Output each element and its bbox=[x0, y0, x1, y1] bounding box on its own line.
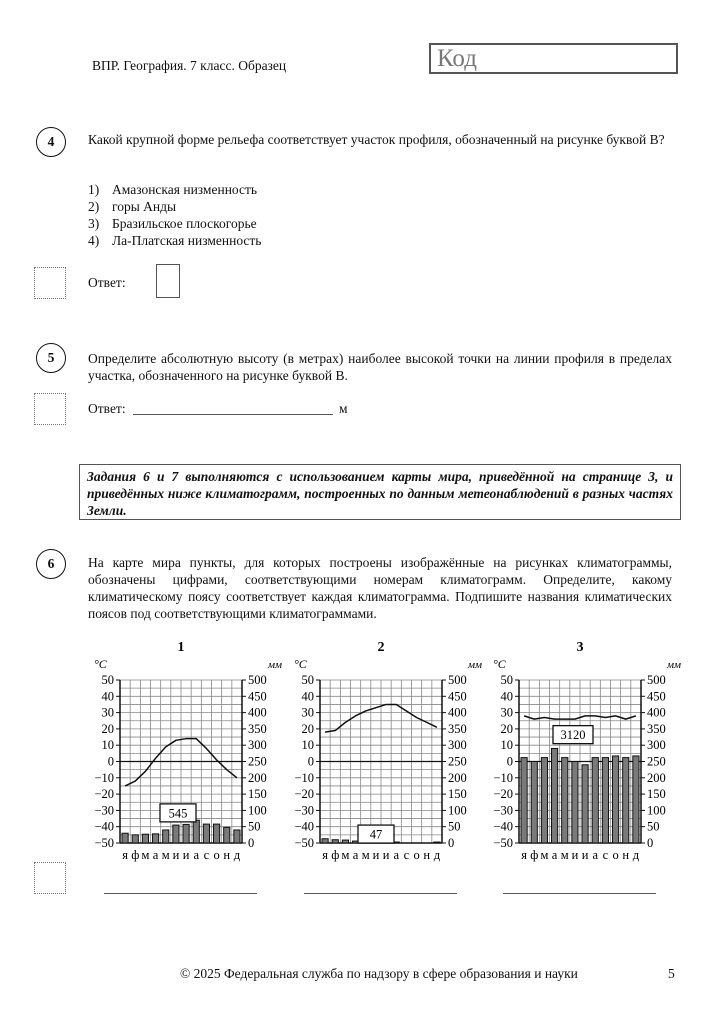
left-tick-label: −20 bbox=[493, 787, 513, 802]
left-axis-unit: °C bbox=[294, 657, 307, 671]
month-label: н bbox=[622, 848, 630, 862]
month-label: м bbox=[341, 848, 350, 862]
left-tick-label: 30 bbox=[101, 705, 114, 720]
right-tick-label: 150 bbox=[448, 787, 467, 802]
annual-precipitation-value: 545 bbox=[168, 806, 188, 821]
answer-line-q5[interactable] bbox=[133, 398, 333, 415]
right-tick-label: 100 bbox=[448, 803, 467, 818]
left-tick-label: −50 bbox=[493, 836, 513, 850]
month-label: ф bbox=[331, 848, 340, 862]
right-tick-label: 200 bbox=[647, 770, 666, 785]
month-label: и bbox=[182, 848, 190, 862]
question-number-6: 6 bbox=[36, 549, 66, 579]
option-3[interactable] bbox=[88, 215, 261, 232]
right-tick-label: 150 bbox=[647, 787, 666, 802]
right-tick-label: 300 bbox=[448, 738, 467, 753]
month-label: я bbox=[122, 848, 128, 862]
right-tick-label: 350 bbox=[647, 721, 666, 736]
answer-line-climatogram-1[interactable] bbox=[104, 877, 257, 894]
right-tick-label: 300 bbox=[647, 738, 666, 753]
precipitation-bar bbox=[193, 820, 199, 843]
month-label: м bbox=[540, 848, 549, 862]
option-number: 2) bbox=[88, 199, 100, 214]
right-tick-label: 500 bbox=[248, 673, 267, 687]
precipitation-bar bbox=[613, 756, 619, 843]
left-tick-label: 30 bbox=[301, 705, 314, 720]
left-tick-label: 20 bbox=[101, 721, 114, 736]
right-tick-label: 400 bbox=[647, 705, 666, 720]
climatogram-2 bbox=[288, 635, 488, 875]
right-tick-label: 350 bbox=[448, 721, 467, 736]
option-label: Ла-Платская низменность bbox=[112, 233, 262, 248]
right-tick-label: 250 bbox=[248, 754, 267, 769]
month-label: о bbox=[413, 848, 420, 862]
option-number: 3) bbox=[88, 216, 100, 231]
chart-title: 1 bbox=[177, 640, 185, 655]
month-label: о bbox=[213, 848, 220, 862]
precipitation-bar bbox=[562, 758, 568, 843]
right-tick-label: 400 bbox=[248, 705, 267, 720]
month-label: и bbox=[571, 848, 579, 862]
answer-label-q4: Ответ: bbox=[88, 275, 126, 290]
left-tick-label: −20 bbox=[294, 787, 314, 802]
climatogram-svg bbox=[487, 635, 687, 870]
precipitation-bar bbox=[332, 840, 338, 843]
left-tick-label: −40 bbox=[94, 819, 114, 834]
precipitation-bar bbox=[142, 834, 148, 843]
month-label: н bbox=[223, 848, 231, 862]
score-box-q5 bbox=[34, 393, 66, 425]
left-tick-label: −40 bbox=[294, 819, 314, 834]
month-label: д bbox=[433, 848, 441, 862]
option-1[interactable] bbox=[88, 181, 261, 198]
answer-line-climatogram-3[interactable] bbox=[503, 877, 656, 894]
left-tick-label: 50 bbox=[301, 673, 314, 687]
precipitation-bar bbox=[582, 765, 588, 843]
left-tick-label: −30 bbox=[94, 803, 114, 818]
left-tick-label: −10 bbox=[493, 770, 513, 785]
climatogram-svg bbox=[288, 635, 488, 870]
left-tick-label: 40 bbox=[500, 689, 513, 704]
question-5-text: Определите абсолютную высоту (в метрах) наиболее высокой точки на линии профиля в пределах участка, обозначенного на рисунке буквой В. bbox=[88, 351, 672, 383]
score-box-q4 bbox=[34, 267, 66, 299]
month-label: м bbox=[361, 848, 370, 862]
right-tick-label: 0 bbox=[248, 836, 255, 850]
question-6-text: На карте мира пункты, для которых построены изображённые на рисунках климатограммы, обозначены цифрами, соответствующими номерам климатограмм. Определите, какому климатическому поясу соответствует каждая климатограмма. Подпишите названия климатических поясов под соответствующими климатограммами. bbox=[88, 555, 672, 621]
right-tick-label: 50 bbox=[448, 819, 461, 834]
month-label: с bbox=[403, 848, 410, 862]
right-tick-label: 150 bbox=[248, 787, 267, 802]
climatogram-3 bbox=[487, 635, 687, 875]
left-tick-label: 50 bbox=[500, 673, 513, 687]
month-label: н bbox=[423, 848, 431, 862]
option-label: Бразильское плоскогорье bbox=[112, 216, 257, 231]
precipitation-bar bbox=[224, 827, 230, 843]
right-tick-label: 50 bbox=[647, 819, 660, 834]
right-tick-label: 250 bbox=[647, 754, 666, 769]
climatogram-svg bbox=[88, 635, 288, 870]
precipitation-bar bbox=[234, 830, 240, 843]
option-label: Амазонская низменность bbox=[112, 182, 258, 197]
month-label: ф bbox=[131, 848, 140, 862]
left-tick-label: 0 bbox=[506, 754, 513, 769]
question-4-text: Какой крупной форме рельефа соответствует участок профиля, обозначенный на рисунке буквой В? bbox=[88, 132, 665, 147]
left-axis-unit: °C bbox=[493, 657, 506, 671]
answer-line-climatogram-2[interactable] bbox=[304, 877, 457, 894]
page-header-title: ВПР. География. 7 класс. Образец bbox=[92, 58, 287, 73]
precipitation-bar bbox=[342, 840, 348, 843]
right-tick-label: 50 bbox=[248, 819, 261, 834]
annual-precipitation-value: 3120 bbox=[560, 728, 586, 743]
option-4[interactable] bbox=[88, 232, 261, 249]
month-label: а bbox=[152, 848, 159, 862]
precipitation-bar bbox=[531, 762, 537, 844]
left-tick-label: −30 bbox=[493, 803, 513, 818]
right-tick-label: 500 bbox=[647, 673, 666, 687]
left-axis-unit: °C bbox=[94, 657, 107, 671]
left-tick-label: 30 bbox=[500, 705, 513, 720]
right-tick-label: 350 bbox=[248, 721, 267, 736]
month-label: а bbox=[592, 848, 599, 862]
chart-title: 3 bbox=[576, 640, 584, 655]
left-tick-label: 0 bbox=[307, 754, 314, 769]
precipitation-bar bbox=[322, 839, 328, 843]
left-tick-label: −10 bbox=[94, 770, 114, 785]
month-label: с bbox=[203, 848, 210, 862]
instructions-note: Задания 6 и 7 выполняются с использованием карты мира, приведённой на странице 3, и приведённых ниже климатограмм, построенных по данным метеонаблюдений в разных частях Земли. bbox=[79, 464, 681, 520]
month-label: и bbox=[372, 848, 380, 862]
option-2[interactable] bbox=[88, 198, 261, 215]
precipitation-bar bbox=[552, 748, 558, 843]
month-label: и bbox=[581, 848, 589, 862]
right-tick-label: 200 bbox=[448, 770, 467, 785]
unit-label-q5: м bbox=[339, 401, 348, 416]
precipitation-bar bbox=[163, 830, 169, 843]
right-tick-label: 0 bbox=[647, 836, 654, 850]
left-tick-label: −20 bbox=[94, 787, 114, 802]
precipitation-bar bbox=[132, 835, 138, 843]
annual-precipitation-value: 47 bbox=[369, 827, 383, 842]
climatogram-1 bbox=[88, 635, 288, 875]
code-field[interactable]: Код bbox=[429, 43, 678, 74]
left-tick-label: −50 bbox=[294, 836, 314, 850]
left-tick-label: 20 bbox=[301, 721, 314, 736]
question-number-4: 4 bbox=[36, 127, 66, 157]
left-tick-label: −40 bbox=[493, 819, 513, 834]
month-label: о bbox=[612, 848, 619, 862]
option-label: горы Анды bbox=[112, 199, 177, 214]
month-label: и bbox=[382, 848, 390, 862]
precipitation-bar bbox=[173, 825, 179, 843]
month-label: м bbox=[161, 848, 170, 862]
precipitation-bar bbox=[521, 758, 527, 843]
option-number: 1) bbox=[88, 182, 100, 197]
month-label: а bbox=[551, 848, 558, 862]
left-tick-label: −10 bbox=[294, 770, 314, 785]
precipitation-bar bbox=[183, 824, 189, 843]
right-tick-label: 100 bbox=[248, 803, 267, 818]
option-number: 4) bbox=[88, 233, 100, 248]
page-number: 5 bbox=[668, 966, 675, 981]
precipitation-bar bbox=[623, 758, 629, 843]
month-label: м bbox=[560, 848, 569, 862]
precipitation-bar bbox=[434, 842, 440, 843]
answer-label-q5: Ответ: bbox=[88, 401, 126, 416]
left-tick-label: 10 bbox=[301, 738, 314, 753]
left-tick-label: 0 bbox=[107, 754, 114, 769]
footer-copyright: © 2025 Федеральная служба по надзору в сфере образования и науки bbox=[180, 966, 578, 981]
left-tick-label: 40 bbox=[301, 689, 314, 704]
right-tick-label: 500 bbox=[448, 673, 467, 687]
left-tick-label: 10 bbox=[101, 738, 114, 753]
right-tick-label: 400 bbox=[448, 705, 467, 720]
month-label: я bbox=[521, 848, 527, 862]
right-axis-unit: мм bbox=[667, 659, 682, 671]
left-tick-label: −30 bbox=[294, 803, 314, 818]
left-tick-label: 10 bbox=[500, 738, 513, 753]
precipitation-bar bbox=[214, 824, 220, 843]
right-tick-label: 300 bbox=[248, 738, 267, 753]
month-label: с bbox=[602, 848, 609, 862]
score-box-q6 bbox=[34, 862, 66, 894]
month-label: а bbox=[193, 848, 200, 862]
right-tick-label: 450 bbox=[248, 689, 267, 704]
month-label: д bbox=[233, 848, 241, 862]
question-4-options bbox=[88, 181, 261, 249]
right-tick-label: 100 bbox=[647, 803, 666, 818]
month-label: я bbox=[322, 848, 328, 862]
chart-title: 2 bbox=[377, 640, 385, 655]
right-tick-label: 200 bbox=[248, 770, 267, 785]
right-axis-unit: мм bbox=[468, 659, 483, 671]
month-label: а bbox=[352, 848, 359, 862]
precipitation-bar bbox=[122, 833, 128, 843]
right-axis-unit: мм bbox=[268, 659, 283, 671]
right-tick-label: 0 bbox=[448, 836, 455, 850]
precipitation-bar bbox=[541, 758, 547, 843]
precipitation-bar bbox=[592, 758, 598, 843]
left-tick-label: −50 bbox=[94, 836, 114, 850]
right-tick-label: 450 bbox=[448, 689, 467, 704]
precipitation-bar bbox=[203, 824, 209, 843]
precipitation-bar bbox=[572, 762, 578, 844]
precipitation-bar bbox=[602, 758, 608, 843]
month-label: и bbox=[172, 848, 180, 862]
answer-box-q4[interactable] bbox=[156, 264, 180, 298]
question-number-5: 5 bbox=[36, 343, 66, 373]
month-label: м bbox=[141, 848, 150, 862]
month-label: д bbox=[632, 848, 640, 862]
left-tick-label: 40 bbox=[101, 689, 114, 704]
left-tick-label: 50 bbox=[101, 673, 114, 687]
month-label: ф bbox=[530, 848, 539, 862]
right-tick-label: 250 bbox=[448, 754, 467, 769]
left-tick-label: 20 bbox=[500, 721, 513, 736]
precipitation-bar bbox=[633, 756, 639, 843]
month-label: а bbox=[393, 848, 400, 862]
right-tick-label: 450 bbox=[647, 689, 666, 704]
precipitation-bar bbox=[153, 834, 159, 843]
